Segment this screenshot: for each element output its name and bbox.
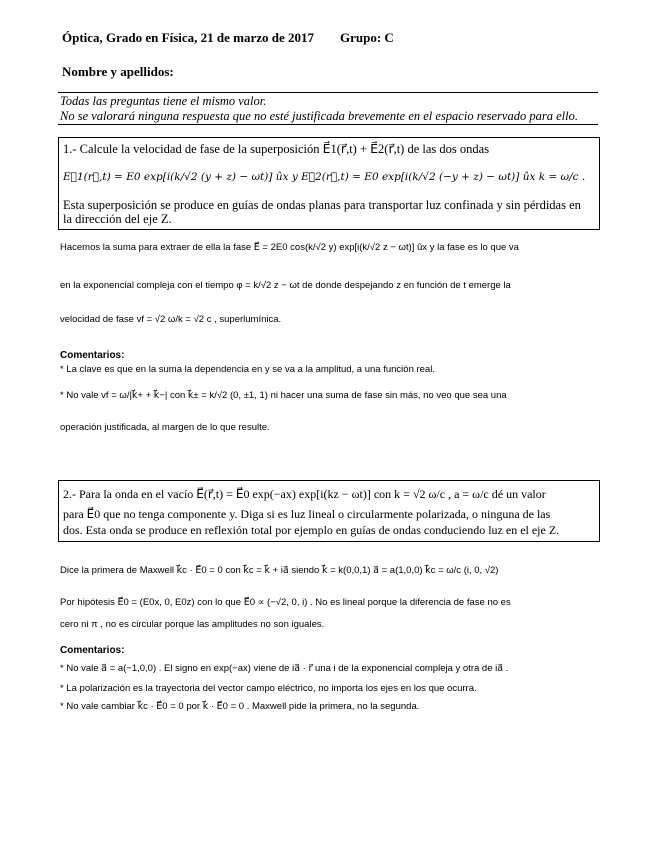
q2-line-3: dos. Esta onda se produce en reflexión total por ejemplo en guías de ondas conduciendo luz en el eje Z. [63,523,560,537]
group-label: Grupo: C [340,30,394,45]
exam-header [62,30,394,46]
q1-formula: E⃗1(r⃗,t) = E0 exp[i(k/√2 (y + z) − ωt)] ûx y E⃗2(r⃗,t) = E0 exp[i(k/√2 (−y + z) − ωt)] ûx k = ω/c . [63,171,586,183]
a2-line-2: Por hipótesis E⃗0 = (E0x, 0, E0z) con lo que E⃗0 ∝ (−√2, 0, i) . No es lineal porque la diferencia de fase no es [60,597,511,608]
name-label: Nombre y apellidos: [62,64,174,79]
instruction-line-1: Todas las preguntas tiene el mismo valor. [60,94,267,108]
instruction-line-2: No se valorará ninguna respuesta que no esté justificada brevemente en el espacio reservado para ello. [60,109,578,123]
c2-item-3: * No vale cambiar k⃗c · E⃗0 = 0 por k⃗ · E⃗0 = 0 . Maxwell pide la primera, no la segunda. [60,701,420,712]
c2-item-2: * La polarización es la trayectoria del vector campo eléctrico, no importa los ejes en los que ocurra. [60,683,477,694]
c2-title: Comentarios: [60,645,125,656]
a2-line-1: Dice la primera de Maxwell k⃗c · E⃗0 = 0 con k⃗c = k⃗ + ia⃗ siendo k⃗ = k(0,0,1) a⃗ = a(1,0,0) k⃗c = ω/c (i, 0, √2) [60,565,499,576]
c1-title: Comentarios: [60,350,125,361]
q1-line-3: Esta superposición se produce en guías de ondas planas para transportar luz confinada y sin pérdidas en [63,198,581,212]
q2-line-2: para E⃗0 que no tenga componente y. Diga si es luz lineal o circularmente polarizada, o ninguna de las [63,507,551,521]
a1-line-2: en la exponencial compleja con el tiempo φ = k/√2 z − ωt de donde despejando z en función de t emerge la [60,280,511,291]
question-1-box [58,137,600,230]
a1-line-3: velocidad de fase vf = √2 ω/k = √2 c , superlumínica. [60,314,282,325]
c1-item-2: * No vale vf = ω/|k⃗+ + k⃗−| con k⃗± = k/√2 (0, ±1, 1) ni hacer una suma de fase sin más, no veo que sea una [60,390,507,401]
q1-line-1: 1.- Calcule la velocidad de fase de la superposición E⃗1(r⃗,t) + E⃗2(r⃗,t) de las dos ondas [63,142,490,156]
q1-line-4: la dirección del eje Z. [63,212,172,226]
instructions-box [58,92,598,125]
c1-item-2b: operación justificada, al margen de lo que resulte. [60,422,270,433]
q2-line-1: 2.- Para la onda en el vacío E⃗(r⃗,t) = E⃗0 exp(−ax) exp[i(kz − ωt)] con k = √2 ω/c , a = ω/c dé un valor [63,487,546,501]
a2-line-3: cero ni π , no es circular porque las amplitudes no son iguales. [60,619,325,630]
c2-item-1: * No vale a⃗ = a(−1,0,0) . El signo en exp(−ax) viene de ia⃗ · r⃗ una i de la exponencial compleja y otra de ia⃗ . [60,663,509,674]
question-2-box [58,480,600,542]
a1-line-1: Hacemos la suma para extraer de ella la fase E⃗ = 2E0 cos(k/√2 y) exp[i(k/√2 z − ωt)] ûx y la fase es lo que va [60,242,519,253]
exam-title: Óptica, Grado en Física, 21 de marzo de 2017 [62,30,315,45]
c1-item-1: * La clave es que en la suma la dependencia en y se va a la amplitud, a una función real. [60,364,435,375]
